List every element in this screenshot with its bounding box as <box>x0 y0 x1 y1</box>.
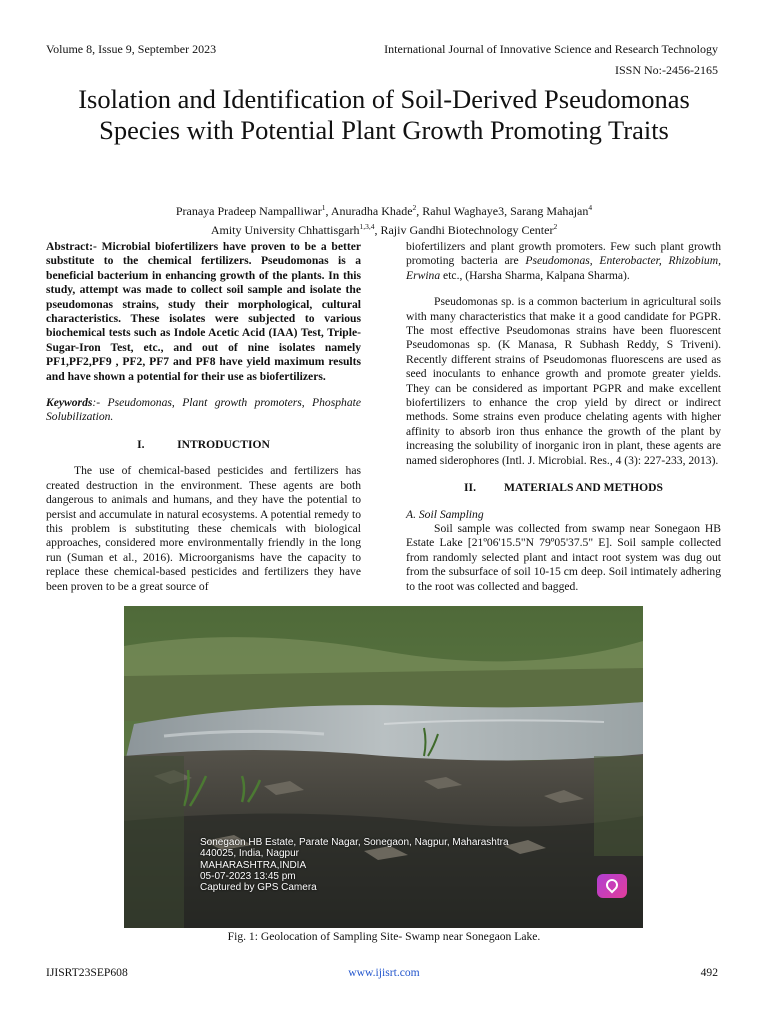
affiliation-line <box>46 219 722 238</box>
author-1-sup: 1 <box>321 203 326 212</box>
section-number: II. <box>464 481 476 495</box>
keywords <box>46 396 361 425</box>
gps-overlay-text <box>200 837 509 893</box>
figure-caption: Fig. 1: Geolocation of Sampling Site- Swamp near Sonegaon Lake. <box>227 930 541 943</box>
gps-line-2: 440025, India, Nagpur <box>200 848 299 860</box>
section-heading-methods <box>406 481 721 495</box>
site-photo <box>124 606 643 928</box>
gps-line-4: 05-07-2023 13:45 pm <box>200 870 296 882</box>
footer-url[interactable]: www.ijisrt.com <box>348 966 420 979</box>
right-column <box>406 240 721 594</box>
p1-text-a: biofertilizers and plant growth promoters. Few such plant growth promoting bacteria are <box>406 240 721 268</box>
paper-title: Isolation and Identification of Soil-Derived Pseudomonas Species with Potential Plant Growth Promoting Traits <box>78 84 690 145</box>
left-column <box>46 240 361 594</box>
gps-line-1: Sonegaon HB Estate, Parate Nagar, Sonegaon, Nagpur, Maharashtra <box>200 837 509 848</box>
section-title: INTRODUCTION <box>177 437 270 451</box>
soil-sampling-paragraph: Soil sample was collected from swamp near Sonegaon HB Estate Lake [21º06'15.5"N 79º05'37.5" E]. Soil sample collected from randomly selected plant and intact root system was dug out from the subsurface of soil 10-15 cm deep. Soil intimately adhering to the root was collected and bagged. <box>406 521 721 593</box>
footer-page-number: 492 <box>700 966 718 979</box>
affiliation-2: , Rajiv Gandhi Biotechnology Center <box>374 223 554 237</box>
right-paragraph-2: Pseudomonas sp. is a common bacterium in agricultural soils with many characteristics that make it a good candidate for PGPR. The most effective Pseudomonas strains have been fluorescent Pseudomonas sp. (K Manasa, R Subhash Reddy, S Triveni). Recently different strains of Pseudomonas fluorescens are used as seed inoculants to enhance growth and promote greater yields. They can be considered as important PGPR and make excellent biofertilizers to enhance the crop yield by direct or indirect methods. Some strains even produce chelating agents with higher affinity to absorb iron thus enhance the growth of the plant by increasing the solubility of inorganic iron in plant, these agents are named siderophores (Intl. J. Microbial. Res., 4 (3): 227-233, 2013). <box>406 295 721 467</box>
gps-camera-icon <box>597 874 627 898</box>
author-2: , Anuradha Khade <box>325 204 413 218</box>
author-1: Pranaya Pradeep Nampalliwar <box>175 204 322 218</box>
author-3-sup: 4 <box>588 203 593 212</box>
author-3: , Rahul Waghaye3, Sarang Mahajan <box>416 204 589 218</box>
author-line <box>46 200 722 219</box>
authors-block <box>46 200 722 238</box>
section-heading-introduction <box>46 438 361 452</box>
section-title: MATERIALS AND METHODS <box>504 481 663 495</box>
header-issn: ISSN No:-2456-2165 <box>614 63 718 77</box>
section-number: I. <box>137 437 145 451</box>
affiliation-1: Amity University Chhattisgarh <box>210 223 360 237</box>
p1-text-b: etc., (Harsha Sharma, Kalpana Sharma). <box>440 268 630 282</box>
keywords-label: Keywords <box>46 396 93 410</box>
keywords-text: :- Pseudomonas, Plant growth promoters, Phosphate Solubilization. <box>46 396 361 424</box>
author-2-sup: 2 <box>412 203 417 212</box>
footer-code: IJISRT23SEP608 <box>46 966 128 979</box>
abstract: Abstract:- Microbial biofertilizers have proven to be a better substitute to the chemical fertilizers. Pseudomonas is a beneficial bacterium in enhancing growth of the plants. In this study, attempt was made to collect soil sample and isolate the pseudomonas strains, study their morphological, cultural characteristics. These isolates were subjected to various biochemical tests such as Indole Acetic Acid (IAA) Test, Triple-Sugar-Iron Test, etc., and out of nine isolates namely PF1,PF2,PF9 , PF2, PF7 and PF8 have yield maximum results and have shown a potential for their use as biofertilizers. <box>46 240 361 383</box>
intro-paragraph: The use of chemical-based pesticides and fertilizers has created destruction in the environment. These agents are both dangerous to animals and humans, and they have the potential to persist and accumulate in natural ecosystems. A potential remedy to this problem is substituting these chemicals with biological approaches, considered more environmentally friendly in the long run (Suman et al., 2016). Microorganisms have the capacity to replace these chemical-based pesticides and fertilizers they have been proven to be a great source of <box>46 464 361 593</box>
right-paragraph-1 <box>406 240 721 283</box>
header-journal: International Journal of Innovative Science and Research Technology <box>384 42 718 56</box>
affiliation-2-sup: 2 <box>553 222 558 231</box>
gps-line-3: MAHARASHTRA,INDIA <box>200 859 307 871</box>
gps-line-5: Captured by GPS Camera <box>200 882 317 894</box>
subsection-soil-sampling: A. Soil Sampling <box>406 507 484 521</box>
p1-italic: Pseudomonas, Enterobacter, Rhizobium, Erwina <box>406 254 721 282</box>
affiliation-1-sup: 1,3,4 <box>359 222 375 231</box>
header-volume: Volume 8, Issue 9, September 2023 <box>46 42 217 56</box>
